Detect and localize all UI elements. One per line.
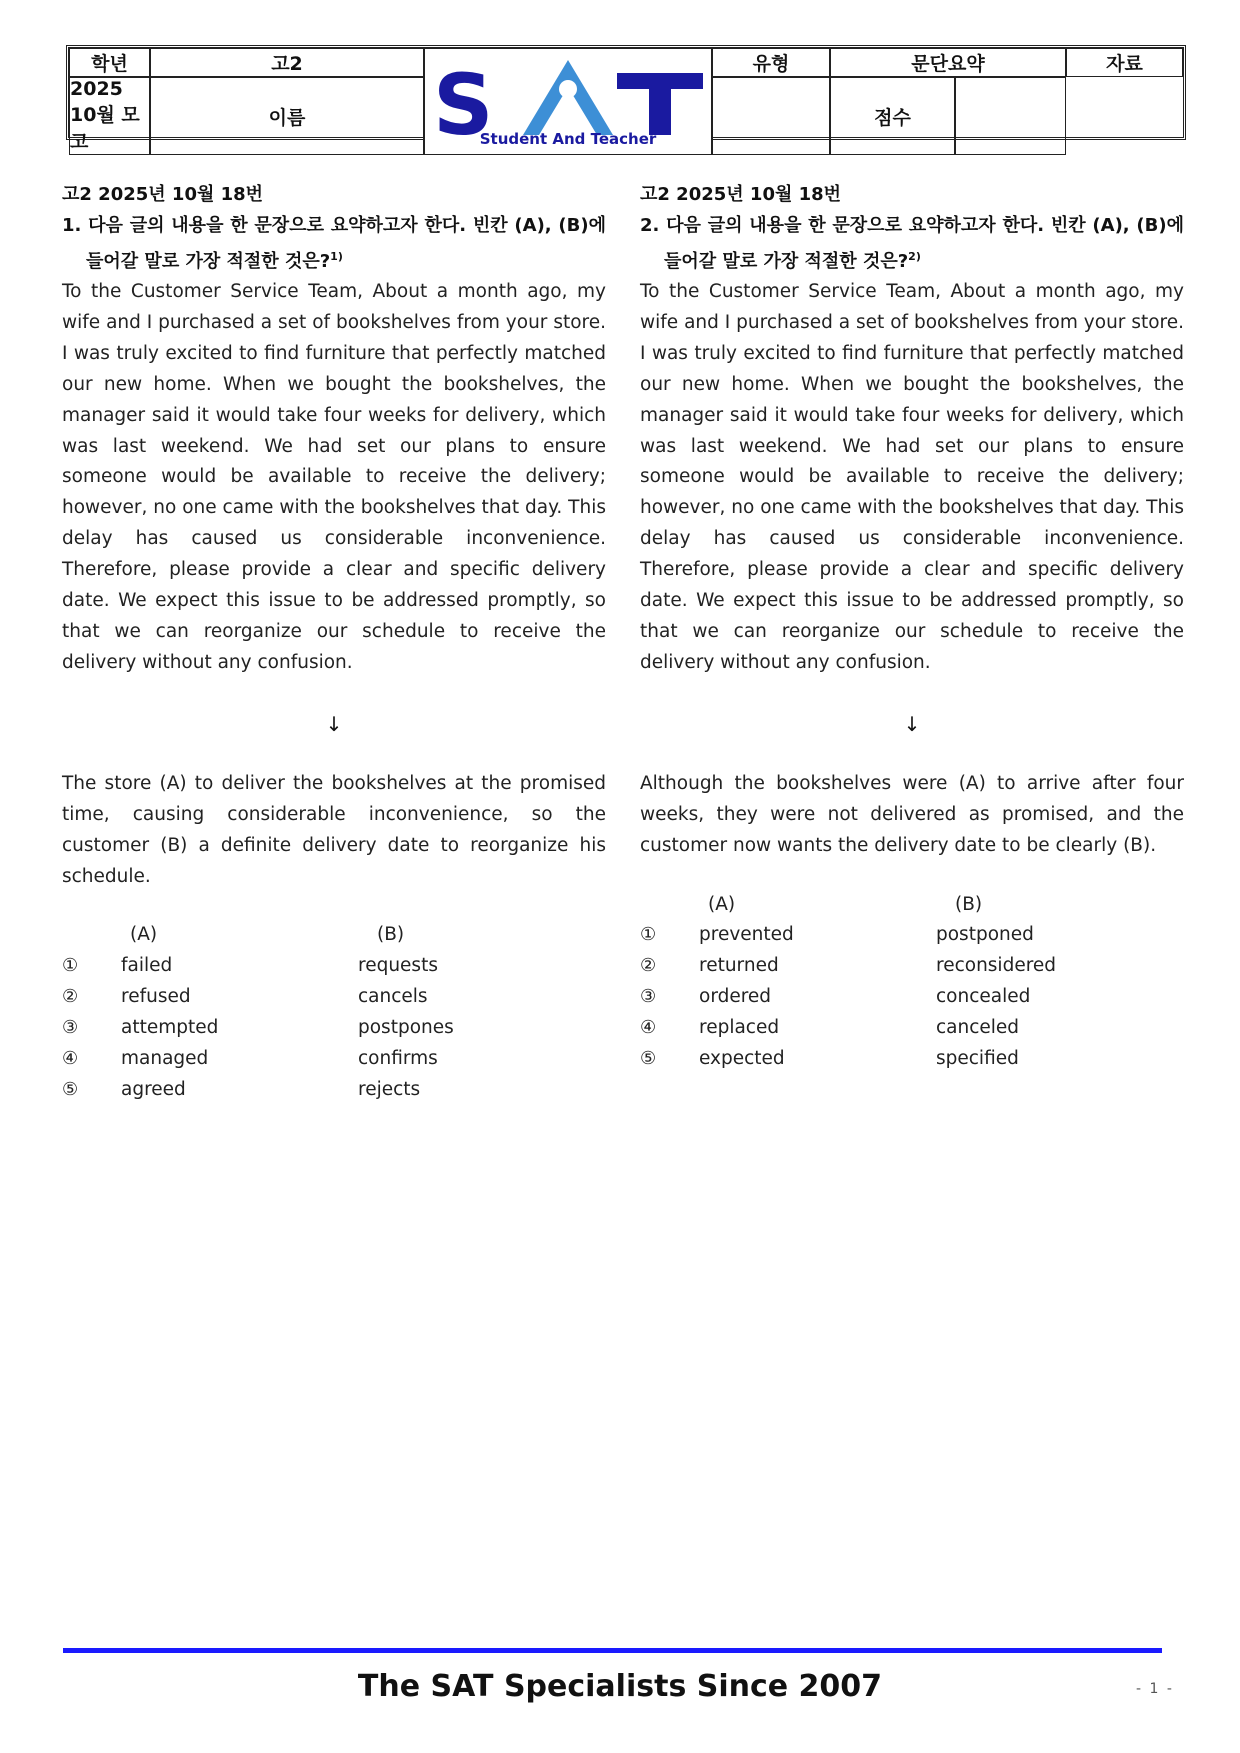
choice-b: postponed [936, 924, 1034, 946]
name-label: 이름 [150, 77, 424, 155]
question-2 [640, 180, 1184, 1075]
choice-a: prevented [699, 924, 794, 946]
score-field[interactable] [955, 77, 1066, 155]
choice-number: ② [640, 955, 657, 977]
choice-a: returned [699, 955, 779, 977]
score-label: 점수 [830, 77, 955, 155]
choice-a: replaced [699, 1017, 780, 1039]
footer-slogan: The SAT Specialists Since 2007 [357, 1669, 883, 1704]
choice-number: ⑤ [640, 1047, 657, 1069]
choice-option-5[interactable] [640, 1044, 1184, 1075]
footnote-ref: 2) [908, 250, 921, 263]
choice-a: refused [121, 986, 191, 1008]
choice-b: rejects [358, 1078, 421, 1100]
question-source: 고2 2025년 10월 18번 [62, 184, 264, 205]
choice-header [62, 920, 606, 951]
choice-header [640, 890, 1184, 921]
choice-number: ① [640, 924, 657, 946]
choice-b: specified [936, 1047, 1019, 1069]
question-source: 고2 2025년 10월 18번 [640, 184, 842, 205]
choice-b: confirms [358, 1047, 438, 1069]
question-number: 1. [62, 215, 82, 236]
logo-a-hole [559, 80, 577, 98]
choice-header-a: (A) [130, 924, 158, 946]
choice-a: attempted [121, 1017, 219, 1039]
choice-number: ④ [62, 1047, 79, 1069]
choice-number: ③ [62, 1017, 79, 1039]
choice-a: agreed [121, 1078, 186, 1100]
passage: To the Customer Service Team, About a month ago, my wife and I purchased a set of bookshelves from your store. I was truly excited to find furniture that perfectly matched our new home. When we bought the bookshelves, the manager said it would take four weeks for delivery, which was last weekend. We had set our plans to ensure someone would be available to receive the delivery; however, no one came with the bookshelves that day. This delay has caused us considerable inconvenience. Therefore, please provide a clear and specific delivery date. We expect this issue to be addressed promptly, so that we can reorganize our schedule to receive the delivery without any confusion. [640, 281, 1184, 673]
choice-a: ordered [699, 986, 772, 1008]
logo-letter-s: S [433, 57, 494, 146]
choice-option-3[interactable] [640, 982, 1184, 1013]
choice-header-b: (B) [377, 924, 405, 946]
material-label: 자료 [1066, 48, 1183, 77]
down-arrow-icon: ↓ [903, 711, 921, 736]
choice-option-2[interactable] [640, 951, 1184, 982]
choice-b: postpones [358, 1017, 454, 1039]
choice-a: expected [699, 1047, 785, 1069]
choice-a: failed [121, 955, 173, 977]
choice-option-1[interactable] [62, 951, 606, 982]
choice-number: ④ [640, 1017, 657, 1039]
question-prompt: 다음 글의 내용을 한 문장으로 요약하고자 한다. 빈칸 (A), (B)에 들어갈 말로 가장 적절한 것은? [664, 215, 1184, 272]
choice-number: ③ [640, 986, 657, 1008]
grade-value: 고2 [150, 48, 424, 77]
summary-sentence: The store (A) to deliver the bookshelves at the promised time, causing considerable inconvenience, so the customer (B) a definite delivery date to reorganize his schedule. [62, 772, 606, 887]
question-prompt: 다음 글의 내용을 한 문장으로 요약하고자 한다. 빈칸 (A), (B)에 들어갈 말로 가장 적절한 것은? [86, 215, 606, 272]
choice-b: cancels [358, 986, 428, 1008]
name-field[interactable] [712, 77, 830, 155]
choice-header-b: (B) [955, 893, 983, 915]
choice-number: ② [62, 986, 79, 1008]
choice-option-5[interactable] [62, 1075, 606, 1106]
choice-b: requests [358, 955, 438, 977]
logo-t-stem [649, 73, 671, 135]
down-arrow-icon: ↓ [325, 711, 343, 736]
question-title [640, 210, 1184, 277]
choice-number: ⑤ [62, 1078, 79, 1100]
answer-choices [640, 890, 1184, 1075]
header-table [66, 45, 1186, 153]
question-number: 2. [640, 215, 660, 236]
choice-b: reconsidered [936, 955, 1057, 977]
footer-divider [63, 1648, 1162, 1653]
choice-header-a: (A) [708, 893, 736, 915]
choice-number: ① [62, 955, 79, 977]
choice-option-1[interactable] [640, 920, 1184, 951]
answer-choices [62, 920, 606, 1105]
question-1 [62, 180, 606, 1106]
type-label: 유형 [712, 48, 830, 77]
choice-b: canceled [936, 1017, 1020, 1039]
logo-subtitle: Student And Teacher [479, 130, 657, 146]
choice-b: concealed [936, 986, 1031, 1008]
summary-sentence: Although the bookshelves were (A) to arrive after four weeks, they were not delivered as promised, and the customer now wants the delivery date to be clearly (B). [640, 772, 1184, 856]
choice-a: managed [121, 1047, 209, 1069]
passage: To the Customer Service Team, About a month ago, my wife and I purchased a set of bookshelves from your store. I was truly excited to find furniture that perfectly matched our new home. When we bought the bookshelves, the manager said it would take four weeks for delivery, which was last weekend. We had set our plans to ensure someone would be available to receive the delivery; however, no one came with the bookshelves that day. This delay has caused us considerable inconvenience. Therefore, please provide a clear and specific delivery date. We expect this issue to be addressed promptly, so that we can reorganize our schedule to receive the delivery without any confusion. [62, 281, 606, 673]
question-title [62, 210, 606, 277]
sat-logo [424, 48, 712, 155]
grade-label: 학년 [69, 48, 150, 77]
material-value: 2025 10월 모고 [69, 77, 150, 155]
choice-option-4[interactable] [640, 1013, 1184, 1044]
footnote-ref: 1) [330, 250, 343, 263]
type-value: 문단요약 [830, 48, 1066, 77]
choice-option-3[interactable] [62, 1013, 606, 1044]
sat-logo-graphic [427, 57, 709, 146]
page-number: - 1 - [1136, 1681, 1174, 1697]
choice-option-2[interactable] [62, 982, 606, 1013]
choice-option-4[interactable] [62, 1044, 606, 1075]
